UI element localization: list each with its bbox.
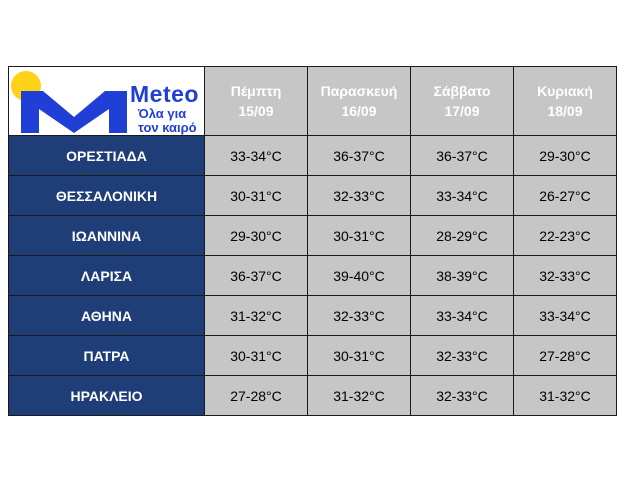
day-name: Κυριακή (537, 83, 593, 99)
logo-text (130, 81, 199, 135)
temperature-cell: 30-31°C (308, 216, 411, 256)
temperature-cell: 30-31°C (205, 176, 308, 216)
temperature-cell: 27-28°C (205, 376, 308, 416)
city-cell: ΟΡΕΣΤΙΑΔΑ (9, 136, 205, 176)
temperature-cell: 26-27°C (514, 176, 617, 216)
temperature-cell: 32-33°C (308, 296, 411, 336)
temperature-cell: 29-30°C (514, 136, 617, 176)
temperature-cell: 32-33°C (411, 376, 514, 416)
temperature-cell: 33-34°C (411, 176, 514, 216)
table-row (9, 176, 617, 216)
temperature-cell: 36-37°C (411, 136, 514, 176)
city-cell: ΛΑΡΙΣΑ (9, 256, 205, 296)
temperature-cell: 32-33°C (514, 256, 617, 296)
temperature-cell: 38-39°C (411, 256, 514, 296)
temperature-cell: 22-23°C (514, 216, 617, 256)
city-cell: ΗΡΑΚΛΕΙΟ (9, 376, 205, 416)
header-row (9, 67, 617, 136)
city-cell: ΘΕΣΣΑΛΟΝΙΚΗ (9, 176, 205, 216)
table-row (9, 376, 617, 416)
temperature-cell: 32-33°C (308, 176, 411, 216)
day-date: 16/09 (341, 103, 377, 119)
temperature-cell: 33-34°C (205, 136, 308, 176)
temperature-cell: 33-34°C (411, 296, 514, 336)
logo-brand-name: Meteo (130, 81, 199, 107)
temperature-cell: 31-32°C (514, 376, 617, 416)
temperature-cell: 39-40°C (308, 256, 411, 296)
day-header-friday (308, 67, 411, 136)
city-cell: ΠΑΤΡΑ (9, 336, 205, 376)
day-name: Πέμπτη (230, 83, 282, 99)
table-row (9, 216, 617, 256)
table-row (9, 296, 617, 336)
logo-cell (9, 67, 205, 136)
table-row (9, 136, 617, 176)
temperature-cell: 36-37°C (205, 256, 308, 296)
city-cell: ΙΩΑΝΝΙΝΑ (9, 216, 205, 256)
day-header-sunday (514, 67, 617, 136)
temperature-cell: 36-37°C (308, 136, 411, 176)
temperature-cell: 31-32°C (205, 296, 308, 336)
temperature-cell: 28-29°C (411, 216, 514, 256)
temperature-cell: 30-31°C (205, 336, 308, 376)
city-cell: ΑΘΗΝΑ (9, 296, 205, 336)
day-header-thursday (205, 67, 308, 136)
day-date: 15/09 (238, 103, 274, 119)
temperature-cell: 31-32°C (308, 376, 411, 416)
logo-tagline-line2: τον καιρό (138, 120, 197, 135)
temperature-cell: 33-34°C (514, 296, 617, 336)
m-letter-icon (21, 81, 127, 133)
table-row (9, 256, 617, 296)
day-name: Σάββατο (433, 83, 491, 99)
meteo-logo (9, 67, 204, 135)
table-row (9, 336, 617, 376)
day-name: Παρασκευή (320, 83, 398, 99)
temperature-cell: 32-33°C (411, 336, 514, 376)
temperature-cell: 30-31°C (308, 336, 411, 376)
day-header-saturday (411, 67, 514, 136)
forecast-table (8, 66, 617, 416)
logo-tagline-line1: Όλα για (138, 106, 187, 121)
temperature-cell: 27-28°C (514, 336, 617, 376)
day-date: 17/09 (444, 103, 480, 119)
temperature-cell: 29-30°C (205, 216, 308, 256)
day-date: 18/09 (547, 103, 583, 119)
